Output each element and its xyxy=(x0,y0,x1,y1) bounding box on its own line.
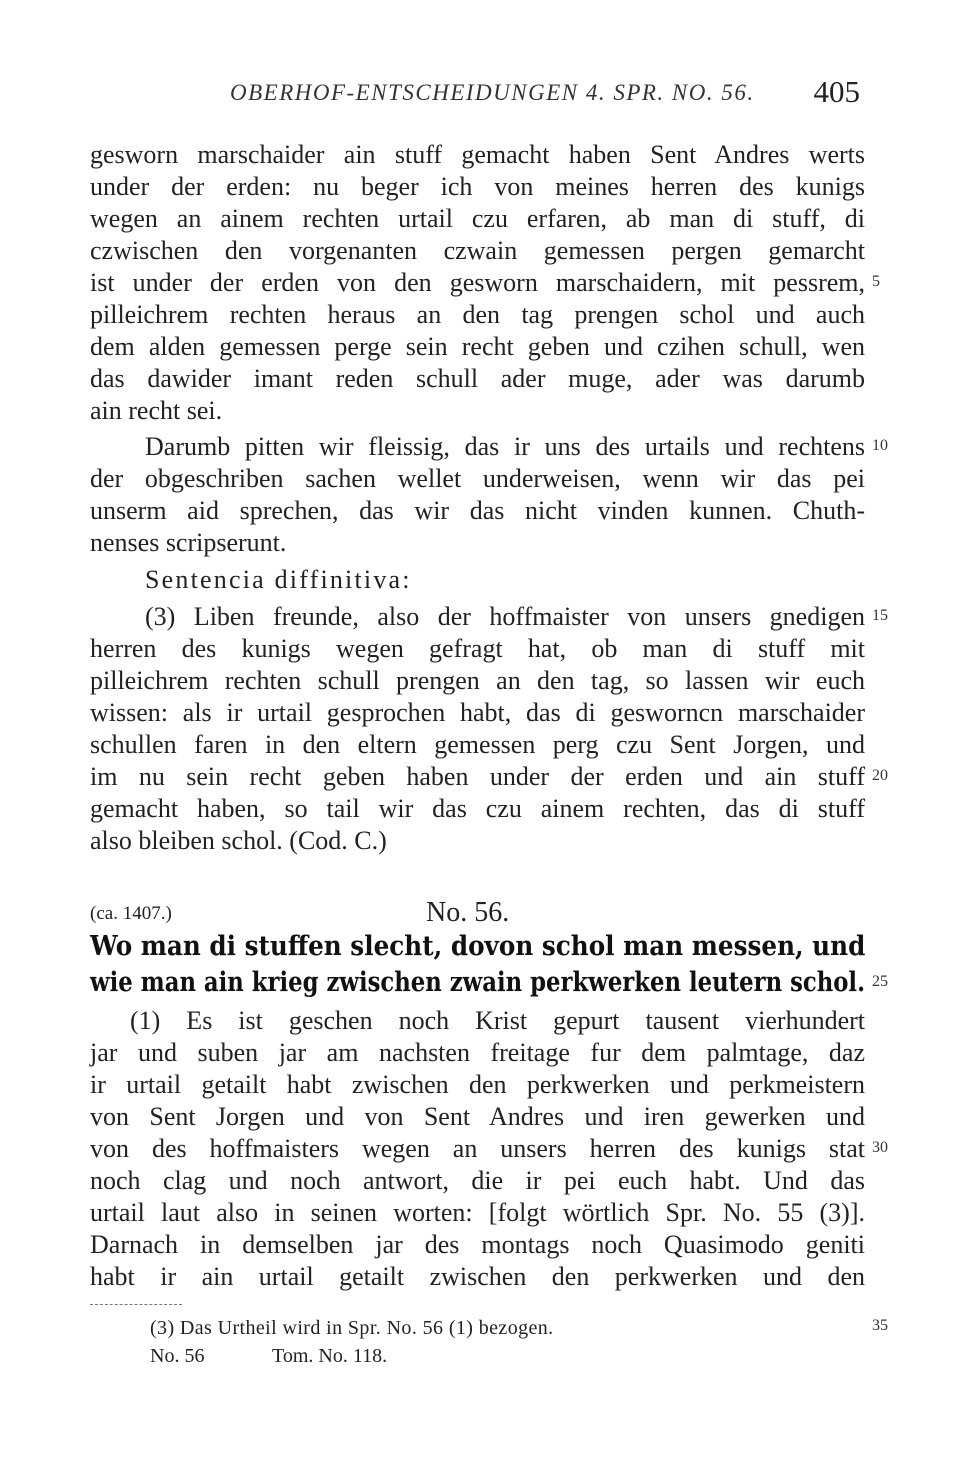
text-line: nenses scripserunt. xyxy=(90,528,287,557)
text-line: czwischen den vorgenanten czwain gemessen pergen gemarcht xyxy=(90,236,865,265)
document-date: (ca. 1407.) xyxy=(90,903,172,924)
text-line: der obgeschriben sachen wellet underweisen, wenn wir das pei xyxy=(90,464,865,493)
margin-line-number: 25 xyxy=(872,973,888,990)
sentence-heading: Sentencia diffinitiva: xyxy=(145,565,412,594)
text-line: ain recht sei. xyxy=(90,396,223,425)
text-line: von Sent Jorgen und von Sent Andres und iren gewerken und xyxy=(90,1102,865,1131)
margin-line-number: 10 xyxy=(872,437,888,454)
footnote-source-label: No. 56 xyxy=(150,1345,205,1367)
text-line: herren des kunigs wegen gefragt hat, ob man di stuff mit xyxy=(90,634,865,663)
text-line: gesworn marschaider ain stuff gemacht haben Sent Andres werts xyxy=(90,140,865,169)
page-number: 405 xyxy=(813,74,860,109)
text-line: schullen faren in den eltern gemessen perg czu Sent Jorgen, und xyxy=(90,730,865,759)
text-line: pilleichrem rechten schull prengen an den tag, so lassen wir euch xyxy=(90,666,865,695)
text-line: gemacht haben, so tail wir das czu ainem rechten, das di stuff xyxy=(90,794,865,823)
text-line: wegen an ainem rechten urtail czu erfaren, ab man di stuff, di xyxy=(90,204,865,233)
text-line: unserm aid sprechen, das wir das nicht vinden kunnen. Chuth- xyxy=(90,496,865,525)
document-heading-line: wie man ain krieg zwischen zwain perkwerken leutern schol. xyxy=(90,967,865,998)
text-line: urtail laut also in seinen worten: [folgt wörtlich Spr. No. 55 (3)]. xyxy=(90,1198,865,1227)
text-line: ir urtail getailt habt zwischen den perkwerken und perkmeistern xyxy=(90,1070,865,1099)
text-line: noch clag und noch antwort, die ir pei euch habt. Und das xyxy=(90,1166,865,1195)
footnote-source-ref: Tom. No. 118. xyxy=(272,1345,388,1367)
text-line: ist under der erden von den gesworn marschaidern, mit pessrem, xyxy=(90,268,865,297)
document-heading-line: Wo man di stuffen slecht, dovon schol man messen, und xyxy=(90,931,866,962)
margin-line-number: 20 xyxy=(872,767,888,784)
text-line: Darumb pitten wir fleissig, das ir uns des urtails und rechtens xyxy=(145,432,865,461)
text-line: Darnach in demselben jar des montags noch Quasimodo geniti xyxy=(90,1230,865,1259)
footnote: (3) Das Urtheil wird in Spr. No. 56 (1) bezogen. xyxy=(150,1317,554,1339)
margin-line-number: 5 xyxy=(872,273,880,290)
text-line: wissen: als ir urtail gesprochen habt, das di gesworncn marschaider xyxy=(90,698,865,727)
text-line: im nu sein recht geben haben under der erden und ain stuff xyxy=(90,762,865,791)
text-line: das dawider imant reden schull ader muge, ader was darumb xyxy=(90,364,865,393)
text-line: also bleiben schol. (Cod. C.) xyxy=(90,826,387,855)
running-head xyxy=(230,74,860,120)
margin-line-number: 15 xyxy=(872,607,888,624)
text-line: habt ir ain urtail getailt zwischen den perkwerken und den xyxy=(90,1262,865,1291)
text-line: (3) Liben freunde, also der hoffmaister von unsers gnedigen xyxy=(145,602,865,631)
text-line: pilleichrem rechten heraus an den tag prengen schol und auch xyxy=(90,300,865,329)
text-line: under der erden: nu beger ich von meines herren des kunigs xyxy=(90,172,865,201)
text-line: jar und suben jar am nachsten freitage fur dem palmtage, daz xyxy=(90,1038,865,1067)
document-number: No. 56. xyxy=(426,897,510,928)
text-line: dem alden gemessen perge sein recht geben und czihen schull, wen xyxy=(90,332,865,361)
margin-line-number: 35 xyxy=(872,1317,888,1334)
text-line: (1) Es ist geschen noch Krist gepurt tausent vierhundert xyxy=(130,1006,865,1035)
text-line: von des hoffmaisters wegen an unsers herren des kunigs stat xyxy=(90,1134,865,1163)
margin-line-number: 30 xyxy=(872,1139,888,1156)
running-head-title: OBERHOF-ENTSCHEIDUNGEN 4. SPR. NO. 56. xyxy=(230,80,755,105)
footnote-rule xyxy=(90,1304,182,1305)
